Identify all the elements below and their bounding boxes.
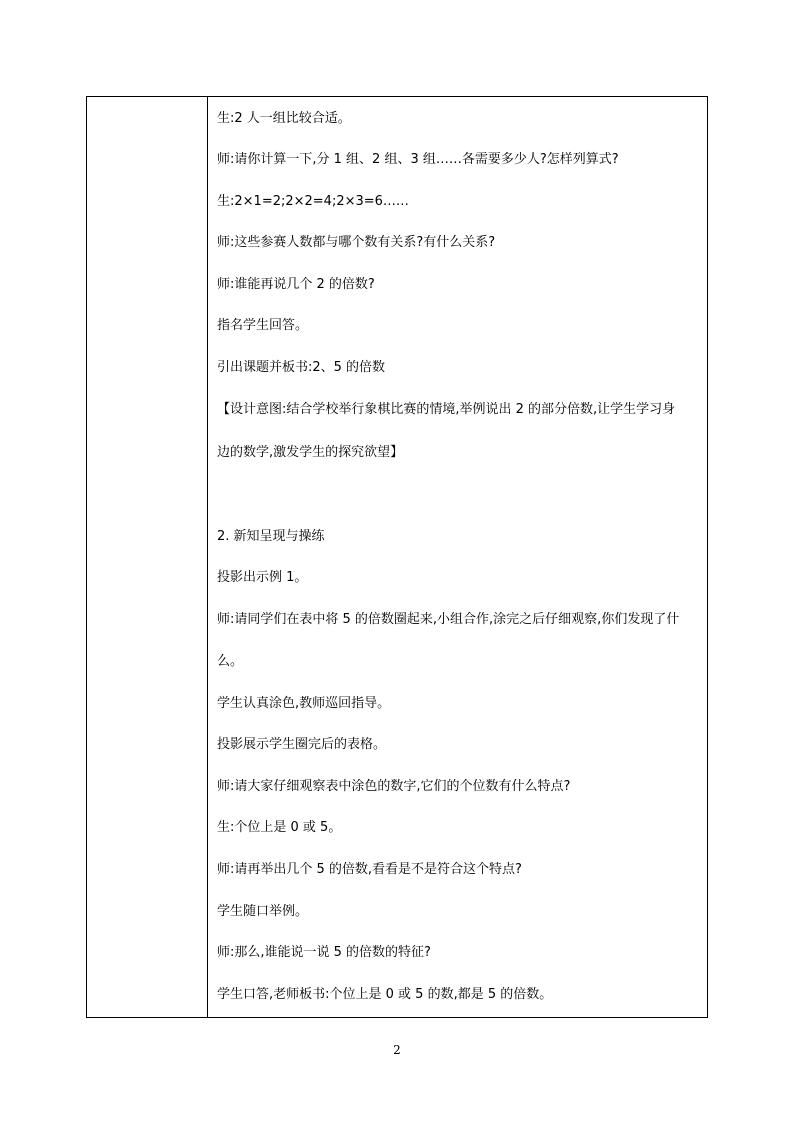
lesson-line: 生:2 人一组比较合适。 xyxy=(217,111,351,126)
lesson-line: 师:请再举出几个 5 的倍数,看看是不是符合这个特点? xyxy=(217,862,522,877)
lesson-line: 么。 xyxy=(217,654,244,669)
lesson-content-cell xyxy=(208,97,707,1017)
lesson-line: 指名学生回答。 xyxy=(217,318,309,333)
lesson-line: 师:谁能再说几个 2 的倍数? xyxy=(217,277,375,292)
lesson-line: 师:请大家仔细观察表中涂色的数字,它们的个位数有什么特点? xyxy=(217,779,571,794)
lesson-line: 师:请同学们在表中将 5 的倍数圈起来,小组合作,涂完之后仔细观察,你们发现了什 xyxy=(217,612,680,627)
lesson-line: 师:这些参赛人数都与哪个数有关系?有什么关系? xyxy=(217,235,496,250)
page-number: 2 xyxy=(393,1043,401,1057)
lesson-line: 师:那么,谁能说一说 5 的倍数的特征? xyxy=(217,945,431,960)
section-heading: 2. 新知呈现与操练 xyxy=(217,529,325,544)
lesson-line: 生:个位上是 0 或 5。 xyxy=(217,820,342,835)
lesson-line: 学生认真涂色,教师巡回指导。 xyxy=(217,696,391,711)
left-column-cell xyxy=(87,97,208,1017)
lesson-line: 投影展示学生圈完后的表格。 xyxy=(217,737,387,752)
lesson-line: 学生口答,老师板书:个位上是 0 或 5 的数,都是 5 的倍数。 xyxy=(217,987,553,1002)
design-intent-line: 【设计意图:结合学校举行象棋比赛的情境,举例说出 2 的部分倍数,让学生学习身 xyxy=(217,402,676,417)
lesson-line: 师:请你计算一下,分 1 组、2 组、3 组……各需要多少人?怎样列算式? xyxy=(217,152,619,167)
lesson-line: 学生随口举例。 xyxy=(217,904,309,919)
lesson-line: 生:2×1=2;2×2=4;2×3=6…… xyxy=(217,194,409,209)
lesson-table xyxy=(86,96,708,1018)
lesson-line: 投影出示例 1。 xyxy=(217,570,308,585)
lesson-line: 引出课题并板书:2、5 的倍数 xyxy=(217,360,386,375)
design-intent-line: 边的数学,激发学生的探究欲望】 xyxy=(217,445,404,460)
